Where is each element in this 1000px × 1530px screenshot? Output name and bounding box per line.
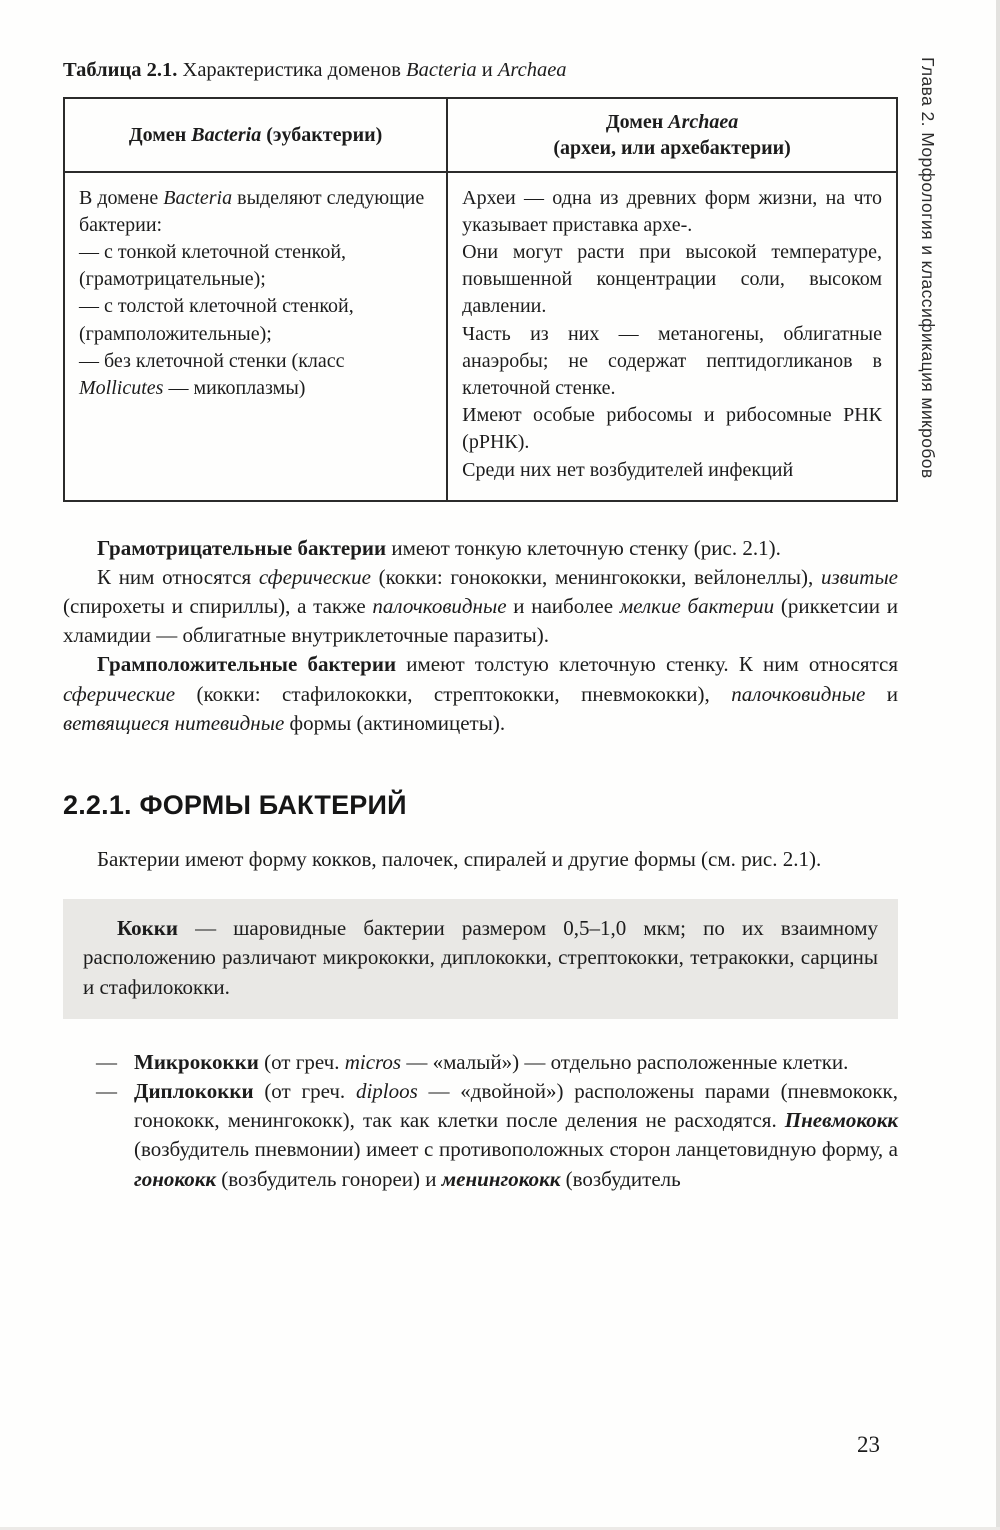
table-header-archaea: Домен Archaea (археи, или архебактерии) <box>447 98 897 172</box>
definition-box <box>63 899 898 1019</box>
page-edge-shadow-right <box>996 0 1000 1530</box>
list-item-text: Диплококки (от греч. diploos — «двойной») расположены парами (пневмококк, гонококк, менингококк), так как клетки после деления не расходятся. Пневмококк (возбудитель пневмонии) имеет с противоположных сторон ланцетовидную форму, а гонококк (возбудитель гонореи) и менингококк (возбудитель <box>134 1078 898 1191</box>
section-heading: 2.2.1. ФОРМЫ БАКТЕРИЙ <box>63 790 407 821</box>
list-item-text: Микрококки (от греч. micros — «малый») — отдельно расположенные клетки. <box>134 1049 849 1074</box>
paragraph-gram-negative: Грамотрицательные бактерии имеют тонкую клеточную стенку (рис. 2.1). <box>97 535 781 560</box>
paragraph-bacteria-shapes: Бактерии имеют форму кокков, палочек, спиралей и другие формы (см. рис. 2.1). <box>97 847 822 872</box>
list-dash-marker: — <box>96 1049 117 1074</box>
list-dash-marker: — <box>96 1078 117 1103</box>
paragraph-gram-positive: Грамположительные бактерии имеют толстую клеточную стенку. К ним относятся сферические (кокки: стафилококки, стрептококки, пневмококки), палочковидные и ветвящиеся нитевидные формы (актиномицеты). <box>63 652 898 735</box>
list-item-micrococci <box>96 1048 898 1077</box>
table-header-bacteria: Домен Bacteria (эубактерии) <box>64 98 447 172</box>
paragraph-gram-negative-types: К ним относятся сферические (кокки: гонококки, менингококки, вейлонеллы), извитые (спирохеты и спириллы), а также палочковидные и наиболее мелкие бактерии (риккетсии и хламидии — облигатные внутриклеточные паразиты). <box>63 564 898 648</box>
cocci-list <box>63 1048 898 1194</box>
page-content <box>63 57 898 1194</box>
page-number: 23 <box>857 1432 880 1457</box>
chapter-sidebar-label: Глава 2. Морфология и классификация микробов <box>918 57 938 479</box>
domains-comparison-table <box>63 97 898 502</box>
table-cell-archaea: Археи — одна из древних форм жизни, на что указывает приставка архе-. Они могут расти при высокой температуре, повышенной концентрации соли, высоком давлении. Часть из них — метаногены, облигатные анаэробы; не содержат пептидогликанов в клеточной стенке. Имеют особые рибосомы и рибосомные РНК (рРНК). Среди них нет возбудителей инфекций <box>447 172 897 501</box>
table-cell-bacteria: В домене Bacteria выделяют следующие бактерии: — с тонкой клеточной стенкой, (грамотрицательные); — с толстой клеточной стенкой, (грамположительные); — без клеточной стенки (класс Mollicutes — микоплазмы) <box>64 172 447 501</box>
table-header-row <box>64 98 897 172</box>
definition-box-text: Кокки — шаровидные бактерии размером 0,5–1,0 мкм; по их взаимному расположению различают микрококки, диплококки, стрептококки, тетракокки, сарцины и стафилококки. <box>83 916 878 999</box>
list-item-diplococci <box>96 1077 898 1194</box>
table-body-row <box>64 172 897 501</box>
table-caption: Таблица 2.1. Характеристика доменов Bacteria и Archaea <box>63 59 567 81</box>
